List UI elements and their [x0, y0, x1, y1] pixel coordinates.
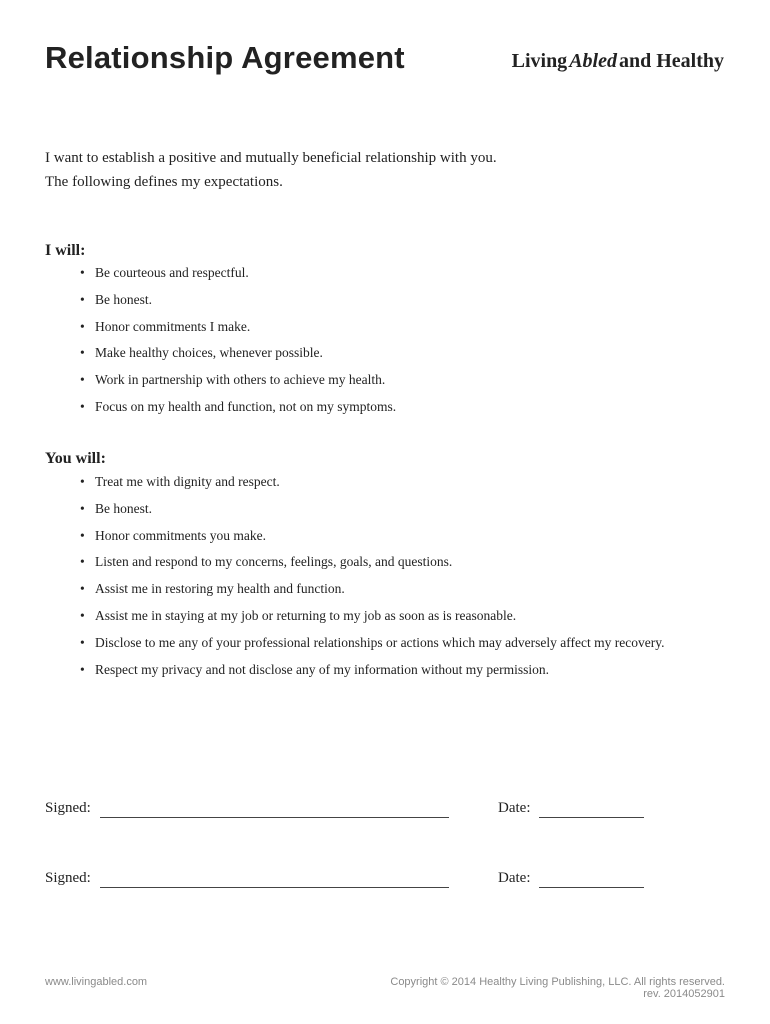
list-item: • Assist me in staying at my job or returning to my job as soon as is reasonable. — [80, 605, 680, 627]
date-line[interactable] — [539, 887, 644, 888]
signature-line[interactable] — [100, 887, 449, 888]
list-item: • Make healthy choices, whenever possible. — [80, 342, 680, 364]
you-will-list — [80, 471, 680, 685]
list-item: • Listen and respond to my concerns, feelings, goals, and questions. — [80, 551, 680, 573]
copyright-text: Copyright © 2014 Healthy Living Publishing, LLC. All rights reserved. — [390, 976, 725, 988]
brand-part-3: and Healthy — [618, 50, 724, 72]
date-label: Date: — [498, 870, 531, 886]
brand-part-1: Living — [511, 50, 568, 72]
you-will-heading: You will: — [45, 450, 106, 467]
list-item: • Respect my privacy and not disclose any of my information without my permission. — [80, 659, 680, 681]
footer-copyright — [390, 976, 725, 1000]
list-item: • Treat me with dignity and respect. — [80, 471, 680, 493]
intro-line-2: The following defines my expectations. — [45, 174, 283, 190]
i-will-heading: I will: — [45, 242, 86, 259]
list-item: • Honor commitments you make. — [80, 525, 680, 547]
revision-text: rev. 2014052901 — [643, 988, 725, 1000]
list-item: • Honor commitments I make. — [80, 316, 680, 338]
intro-text — [45, 146, 497, 194]
intro-line-1: I want to establish a positive and mutually beneficial relationship with you. — [45, 150, 497, 166]
list-item: • Be honest. — [80, 498, 680, 520]
signature-line[interactable] — [100, 817, 449, 818]
i-will-list — [80, 262, 680, 423]
list-item: • Be courteous and respectful. — [80, 262, 680, 284]
footer-website: www.livingabled.com — [45, 976, 148, 988]
brand-part-2: Abled — [569, 50, 617, 72]
date-line[interactable] — [539, 817, 644, 818]
list-item: • Be honest. — [80, 289, 680, 311]
signed-label: Signed: — [45, 870, 91, 886]
document-title: Relationship Agreement — [45, 40, 405, 75]
list-item: • Assist me in restoring my health and function. — [80, 578, 680, 600]
brand-logo — [512, 50, 724, 73]
list-item: • Work in partnership with others to achieve my health. — [80, 369, 680, 391]
signed-label: Signed: — [45, 800, 91, 816]
list-item: • Disclose to me any of your professional relationships or actions which may adversely affect my recovery. — [80, 632, 680, 654]
list-item: • Focus on my health and function, not on my symptoms. — [80, 396, 680, 418]
date-label: Date: — [498, 800, 531, 816]
